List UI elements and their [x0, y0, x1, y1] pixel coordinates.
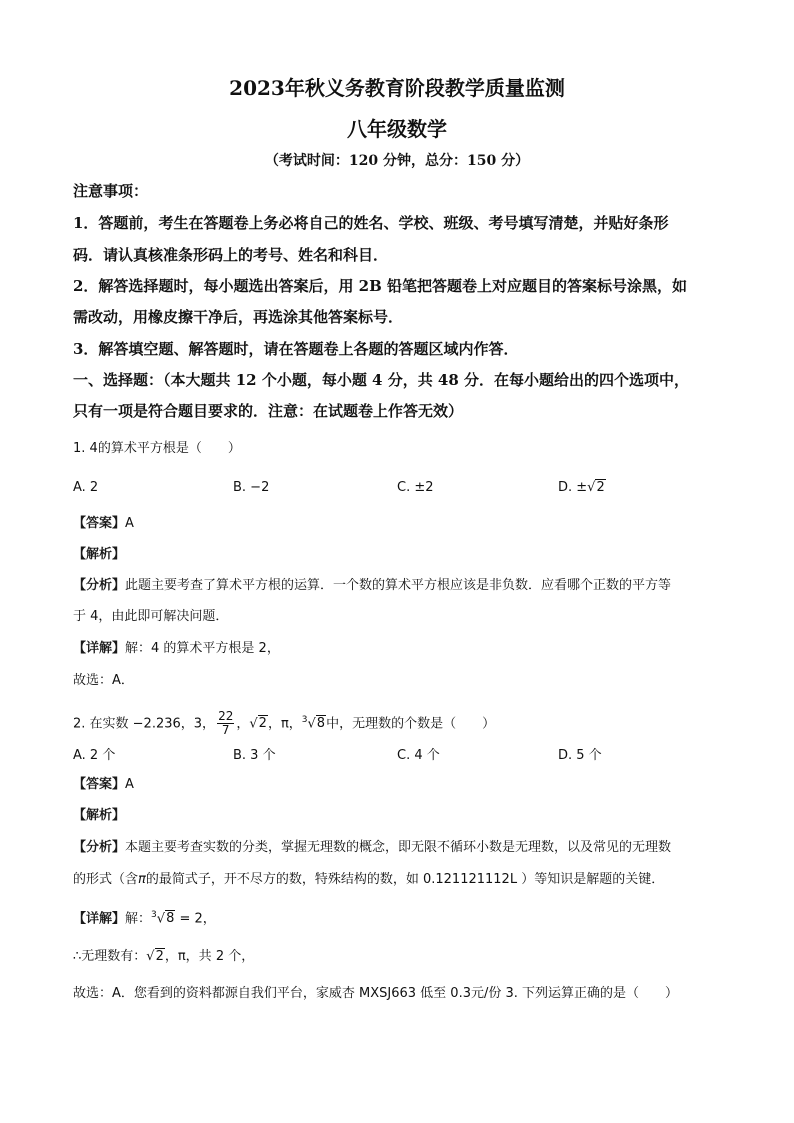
page-subtitle: 八年级数学	[347, 117, 447, 141]
question-1-option-b: B. −2	[233, 480, 270, 495]
cube-root-symbol: √	[156, 911, 166, 927]
question-2-stem: 2. 在实数 −2.236，3， $\frac{22}{7}$ ，√2，π，$^3$√8中，无理数的个数是（ ）	[73, 709, 496, 738]
question-2-irrational-list: ∴无理数有：√2，π，共 2 个，	[73, 949, 255, 964]
section-1-line-2: 只有一项是符合题目要求的．注意：在试题卷上作答无效）	[73, 402, 464, 420]
page-title: 2023年秋义务教育阶段教学质量监测	[229, 76, 565, 100]
question-2-fenxi-line-2: 的形式（含π的最简式子，开不尽方的数，特殊结构的数，如 0.121121112L ）等知识是解题的关键．	[73, 872, 665, 887]
note-item-3: 3．解答填空题、解答题时，请在答题卷上各题的答题区域内作答．	[73, 340, 519, 358]
question-2-fenxi-line-1: 【分析】本题主要考查实数的分类，掌握无理数的概念，即无限不循环小数是无理数，以及常见的无理数	[73, 840, 672, 855]
question-1-answer	[73, 514, 734, 534]
notes-heading: 注意事项：	[73, 182, 149, 200]
question-1-detail: 【详解】解：4 的算术平方根是 2，	[73, 641, 280, 656]
note-item-1-line-2: 码．请认真核准条形码上的考号、姓名和科目．	[73, 246, 389, 264]
question-2-answer	[73, 775, 734, 795]
fraction-22-7: $\frac{22}{7}$	[218, 709, 234, 738]
question-2-option-c: C. 4 个	[397, 748, 440, 763]
answer-value: A	[125, 516, 134, 531]
exam-info: （考试时间：120 分钟，总分：150 分）	[264, 153, 530, 169]
answer-tag: 【答案】	[73, 777, 126, 792]
question-2-detail: 【详解】解：$^3$√8 = 2，	[73, 910, 216, 927]
note-item-2-line-1: 2．解答选择题时，每小题选出答案后，用 2B 铅笔把答题卷上对应题目的答案标号涂黑，如	[73, 277, 688, 295]
question-1-option-d-radicand: 2	[596, 480, 605, 495]
question-1-value: 4	[89, 441, 98, 456]
sqrt-symbol: √	[249, 716, 258, 732]
sqrt-symbol: √	[587, 480, 596, 495]
question-1-number: 1.	[73, 441, 86, 456]
question-2-option-b: B. 3 个	[233, 748, 276, 763]
question-2-option-a: A. 2 个	[73, 748, 116, 763]
note-item-2-line-2: 需改动，用橡皮擦干净后，再选涂其他答案标号．	[73, 308, 404, 326]
question-2-option-d: D. 5 个	[558, 748, 602, 763]
answer-value: A	[125, 777, 134, 792]
question-1-choose: 故选：A．	[73, 673, 134, 688]
note-item-1-line-1: 1．答题前，考生在答题卷上务必将自己的姓名、学校、班级、考号填写清楚，并贴好条形	[73, 214, 669, 232]
question-2-analysis-tag: 【解析】	[73, 808, 126, 823]
question-1-option-c: C. ±2	[397, 480, 434, 495]
question-1-analysis-tag: 【解析】	[73, 547, 126, 562]
question-1-fenxi-line-1: 【分析】此题主要考查了算术平方根的运算．一个数的算术平方根应该是非负数．应看哪个正数的平方等	[73, 578, 672, 593]
question-1-stem	[73, 439, 734, 459]
sqrt-symbol: √	[146, 949, 155, 964]
answer-tag: 【答案】	[73, 516, 126, 531]
section-1-line-1: 一、选择题：（本大题共 12 个小题，每小题 4 分，共 48 分．在每小题给出的四个选项中，	[73, 371, 690, 389]
question-2-choose-and-next: 故选：A．您看到的资料都源自我们平台，家威杏 MXSJ663 低至 0.3元/份 3. 下列运算正确的是（ ）	[73, 986, 679, 1001]
question-1-option-a: A. 2	[73, 480, 99, 495]
question-1-text: 的算术平方根是（ ）	[97, 441, 241, 456]
question-1-option-d: D. ±√2	[558, 480, 605, 495]
question-1-fenxi-line-2: 于 4，由此即可解决问题．	[73, 609, 229, 624]
cube-root-symbol: √	[307, 716, 316, 732]
